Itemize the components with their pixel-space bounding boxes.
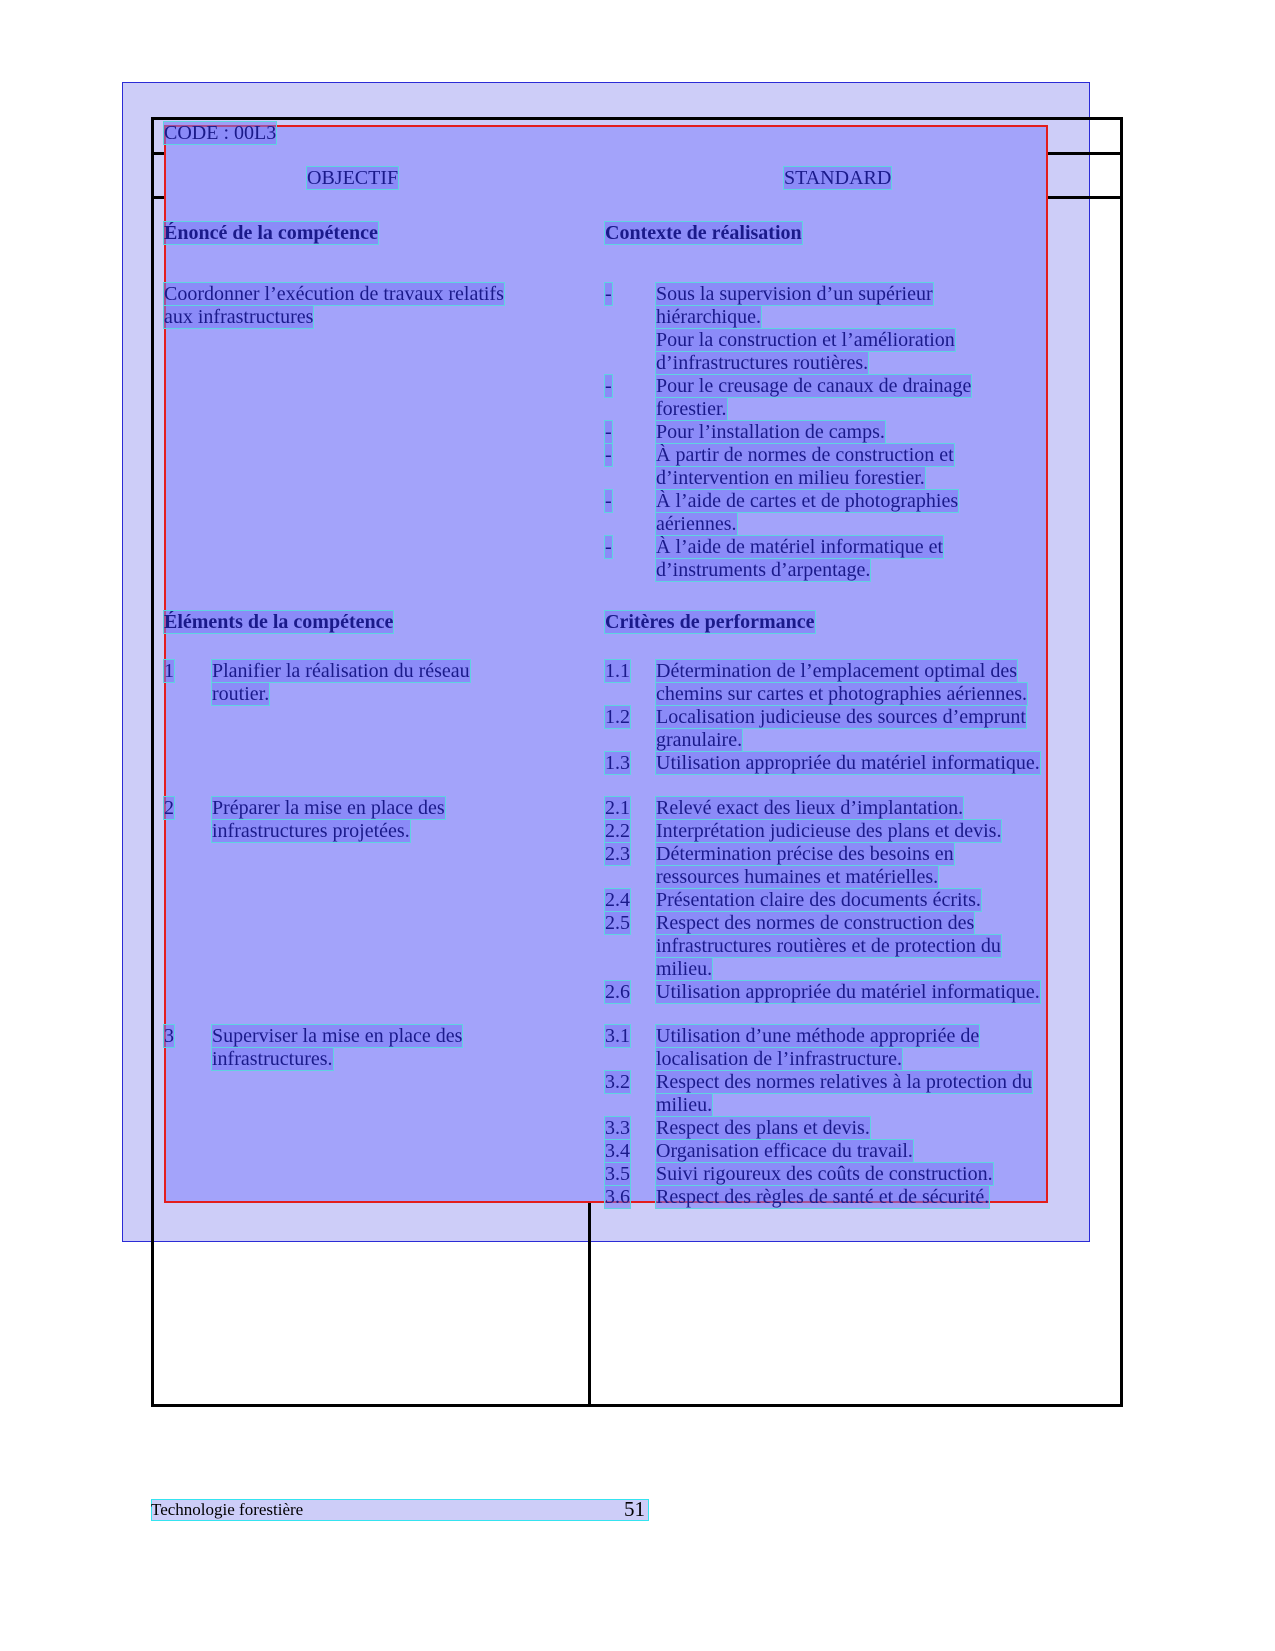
standard-header: STANDARD: [784, 167, 892, 189]
critere-line: chemins sur cartes et photographies aériennes.: [656, 683, 1027, 705]
objectif-header: OBJECTIF: [307, 167, 399, 189]
critere-line: Respect des règles de santé et de sécurité.: [656, 1186, 990, 1208]
element-line: routier.: [212, 683, 270, 705]
critere-number: 1.2: [605, 706, 630, 728]
criteres-heading: Critères de performance: [605, 611, 815, 633]
critere-line: milieu.: [656, 958, 713, 980]
critere-number: 2.5: [605, 912, 630, 934]
contexte-line: d’infrastructures routières.: [656, 352, 869, 374]
contexte-line: À partir de normes de construction et: [656, 444, 954, 466]
enonce-line: aux infrastructures: [164, 306, 314, 328]
contexte-line: À l’aide de matériel informatique et: [656, 536, 944, 558]
contexte-line: forestier.: [656, 398, 727, 420]
critere-number: 3.4: [605, 1140, 630, 1162]
contexte-marker: -: [605, 375, 612, 397]
critere-number: 2.4: [605, 889, 630, 911]
critere-line: Détermination précise des besoins en: [656, 843, 954, 865]
critere-number: 1.1: [605, 660, 630, 682]
element-number: 1: [164, 660, 174, 682]
critere-line: Utilisation appropriée du matériel informatique.: [656, 752, 1040, 774]
contexte-line: d’instruments d’arpentage.: [656, 559, 871, 581]
critere-line: Utilisation appropriée du matériel informatique.: [656, 981, 1040, 1003]
critere-line: Utilisation d’une méthode appropriée de: [656, 1025, 980, 1047]
footer-title: Technologie forestière: [151, 1500, 304, 1519]
element-line: infrastructures projetées.: [212, 820, 410, 842]
element-line: Superviser la mise en place des: [212, 1025, 463, 1047]
critere-number: 2.1: [605, 797, 630, 819]
critere-number: 3.2: [605, 1071, 630, 1093]
critere-line: Interprétation judicieuse des plans et devis.: [656, 820, 1002, 842]
contexte-line: Sous la supervision d’un supérieur: [656, 283, 933, 305]
element-line: infrastructures.: [212, 1048, 333, 1070]
critere-line: Respect des normes de construction des: [656, 912, 975, 934]
critere-number: 2.2: [605, 820, 630, 842]
critere-number: 1.3: [605, 752, 630, 774]
element-number: 3: [164, 1025, 174, 1047]
critere-line: Respect des plans et devis.: [656, 1117, 870, 1139]
critere-number: 2.6: [605, 981, 630, 1003]
contexte-line: Pour la construction et l’amélioration: [656, 329, 955, 351]
contexte-line: d’intervention en milieu forestier.: [656, 467, 925, 489]
critere-line: Détermination de l’emplacement optimal des: [656, 660, 1017, 682]
critere-number: 3.3: [605, 1117, 630, 1139]
critere-line: Localisation judicieuse des sources d’emprunt: [656, 706, 1026, 728]
contexte-line: hiérarchique.: [656, 306, 761, 328]
page-number: 51: [624, 1497, 645, 1521]
critere-line: granulaire.: [656, 729, 743, 751]
critere-line: Présentation claire des documents écrits.: [656, 889, 981, 911]
critere-line: Suivi rigoureux des coûts de construction.: [656, 1163, 993, 1185]
code-label: CODE : 00L3: [164, 122, 277, 144]
contexte-marker: -: [605, 283, 612, 305]
contexte-line: aériennes.: [656, 513, 737, 535]
element-number: 2: [164, 797, 174, 819]
contexte-marker: -: [605, 536, 612, 558]
elements-heading: Éléments de la compétence: [164, 611, 394, 633]
critere-line: Respect des normes relatives à la protection du: [656, 1071, 1032, 1093]
element-line: Préparer la mise en place des: [212, 797, 445, 819]
critere-number: 2.3: [605, 843, 630, 865]
contexte-line: Pour le creusage de canaux de drainage: [656, 375, 972, 397]
contexte-line: Pour l’installation de camps.: [656, 421, 885, 443]
critere-line: Relevé exact des lieux d’implantation.: [656, 797, 964, 819]
critere-line: Organisation efficace du travail.: [656, 1140, 913, 1162]
enonce-heading: Énoncé de la compétence: [164, 222, 378, 244]
contexte-marker: -: [605, 490, 612, 512]
critere-number: 3.6: [605, 1186, 630, 1208]
contexte-marker: -: [605, 421, 612, 443]
contexte-heading: Contexte de réalisation: [605, 222, 802, 244]
critere-line: localisation de l’infrastructure.: [656, 1048, 903, 1070]
contexte-marker: -: [605, 444, 612, 466]
critere-number: 3.1: [605, 1025, 630, 1047]
contexte-line: À l’aide de cartes et de photographies: [656, 490, 959, 512]
enonce-line: Coordonner l’exécution de travaux relatifs: [164, 283, 504, 305]
critere-line: milieu.: [656, 1094, 713, 1116]
critere-number: 3.5: [605, 1163, 630, 1185]
critere-line: infrastructures routières et de protection du: [656, 935, 1001, 957]
element-line: Planifier la réalisation du réseau: [212, 660, 470, 682]
critere-line: ressources humaines et matérielles.: [656, 866, 939, 888]
